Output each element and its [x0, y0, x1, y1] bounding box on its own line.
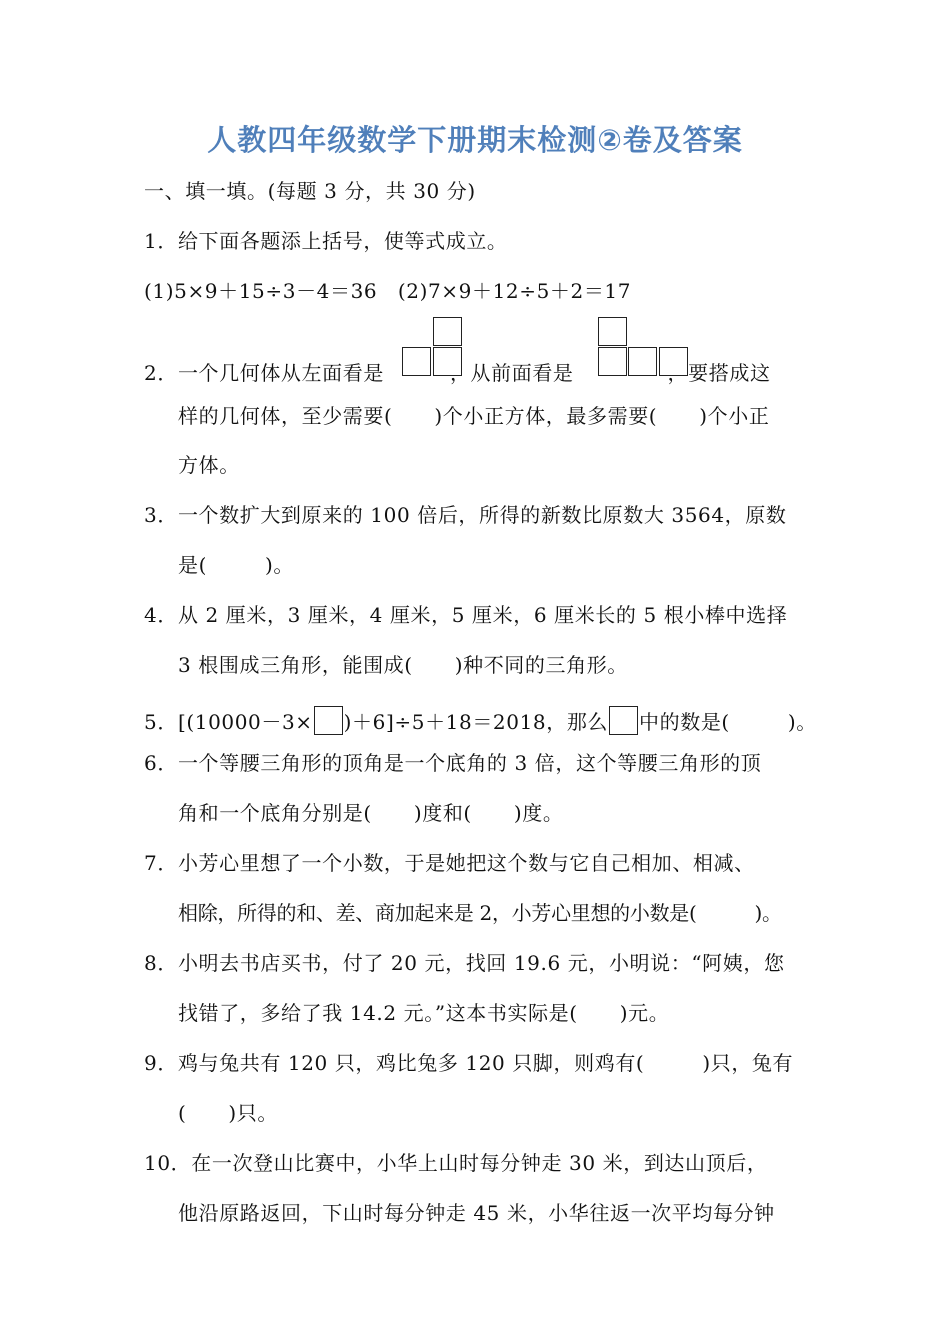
unknown-box[interactable] — [609, 706, 638, 735]
question-text: 一个几何体从左面看是 — [177, 361, 384, 385]
question-text: 一个等腰三角形的顶角是一个底角的 3 倍，这个等腰三角形的顶 — [177, 751, 762, 775]
question-2-line-2 — [178, 403, 769, 429]
question-text: 在一次登山比赛中，小华上山时每分钟走 30 米，到达山顶后， — [191, 1151, 768, 1175]
question-number: 6． — [144, 751, 178, 775]
question-number: 9． — [144, 1051, 178, 1075]
question-8 — [144, 950, 785, 976]
question-10-line-2: 他沿原路返回，下山时每分钟走 45 米，小华往返一次平均每分钟 — [178, 1201, 775, 1225]
question-text: )种不同的三角形。 — [454, 653, 628, 677]
question-4-line-2 — [178, 652, 628, 678]
question-4 — [144, 602, 787, 628]
question-3 — [144, 502, 786, 528]
question-text: 相除，所得的和、差、商加起来是 2，小芳心里想的小数是( — [178, 901, 697, 925]
left-view-figure — [402, 317, 466, 381]
question-text: ，要搭成这 — [667, 361, 771, 385]
question-text: )度。 — [513, 801, 564, 825]
left-view-cell — [433, 347, 462, 376]
left-view-cell — [402, 347, 431, 376]
question-text: 小明去书店买书，付了 20 元，找回 19.6 元，小明说：“阿姨，您 — [177, 951, 785, 975]
question-number: 1． — [144, 229, 178, 253]
front-view-cell — [598, 347, 627, 376]
question-text: )个小正 — [699, 404, 770, 428]
question-number: 8． — [144, 951, 178, 975]
question-text: 中的数是( — [639, 710, 730, 734]
question-text: ( — [178, 1101, 187, 1125]
front-view-figure — [598, 317, 692, 381]
front-view-cell — [598, 317, 627, 346]
question-7 — [144, 850, 755, 876]
question-text: )个小正方体，最多需要( — [434, 404, 658, 428]
question-text: )。 — [787, 710, 817, 734]
question-1-expression: (1)5×9＋15÷3－4＝36 (2)7×9＋12÷5＋2＝17 — [144, 279, 632, 303]
question-1 — [144, 228, 508, 254]
question-text: 样的几何体，至少需要( — [178, 404, 393, 428]
question-text: )度和( — [413, 801, 472, 825]
question-text: ，从前面看是 — [449, 361, 574, 385]
question-3-line-2 — [178, 552, 294, 578]
question-text: )只，兔有 — [702, 1051, 794, 1075]
question-10 — [144, 1150, 767, 1176]
question-text: 角和一个底角分别是( — [178, 801, 372, 825]
front-view-cell — [628, 347, 657, 376]
front-view-cell — [659, 347, 688, 376]
question-text: [(10000－3× — [177, 710, 313, 734]
page-title: 人教四年级数学下册期末检测②卷及答案 — [207, 123, 743, 157]
question-6 — [144, 750, 761, 776]
question-text: )元。 — [619, 1001, 670, 1025]
question-7-line-2 — [178, 900, 782, 926]
question-9-line-2 — [178, 1100, 278, 1126]
question-6-line-2 — [178, 800, 563, 826]
question-text: )。 — [265, 553, 295, 577]
question-text: 3 根围成三角形，能围成( — [178, 653, 413, 677]
question-text: 鸡与兔共有 120 只，鸡比兔多 120 只脚，则鸡有( — [177, 1051, 645, 1075]
left-view-cell — [433, 317, 462, 346]
question-number: 7． — [144, 851, 178, 875]
question-text: 小芳心里想了一个小数，于是她把这个数与它自己相加、相减、 — [177, 851, 755, 875]
question-text: 一个数扩大到原来的 100 倍后，所得的新数比原数大 3564，原数 — [177, 503, 787, 527]
question-text: 找错了，多给了我 14.2 元。”这本书实际是( — [178, 1001, 578, 1025]
question-2-line-3: 方体。 — [178, 453, 240, 477]
question-number: 10． — [144, 1151, 192, 1175]
question-number: 3． — [144, 503, 178, 527]
question-text: )只。 — [228, 1101, 279, 1125]
question-text: )。 — [754, 901, 782, 925]
question-8-line-2 — [178, 1000, 669, 1026]
question-text: 从 2 厘米，3 厘米，4 厘米，5 厘米，6 厘米长的 5 根小棒中选择 — [177, 603, 788, 627]
question-number: 4． — [144, 603, 178, 627]
question-number: 2． — [144, 361, 178, 385]
question-5 — [144, 706, 817, 735]
section-heading: 一、填一填。(每题 3 分，共 30 分) — [144, 179, 476, 203]
question-text: 给下面各题添上括号，使等式成立。 — [177, 229, 508, 253]
question-text: 是( — [178, 553, 208, 577]
question-number: 5． — [144, 710, 178, 734]
question-text: )＋6]÷5＋18＝2018，那么 — [343, 710, 609, 734]
unknown-box[interactable] — [314, 706, 343, 735]
question-9 — [144, 1050, 793, 1076]
